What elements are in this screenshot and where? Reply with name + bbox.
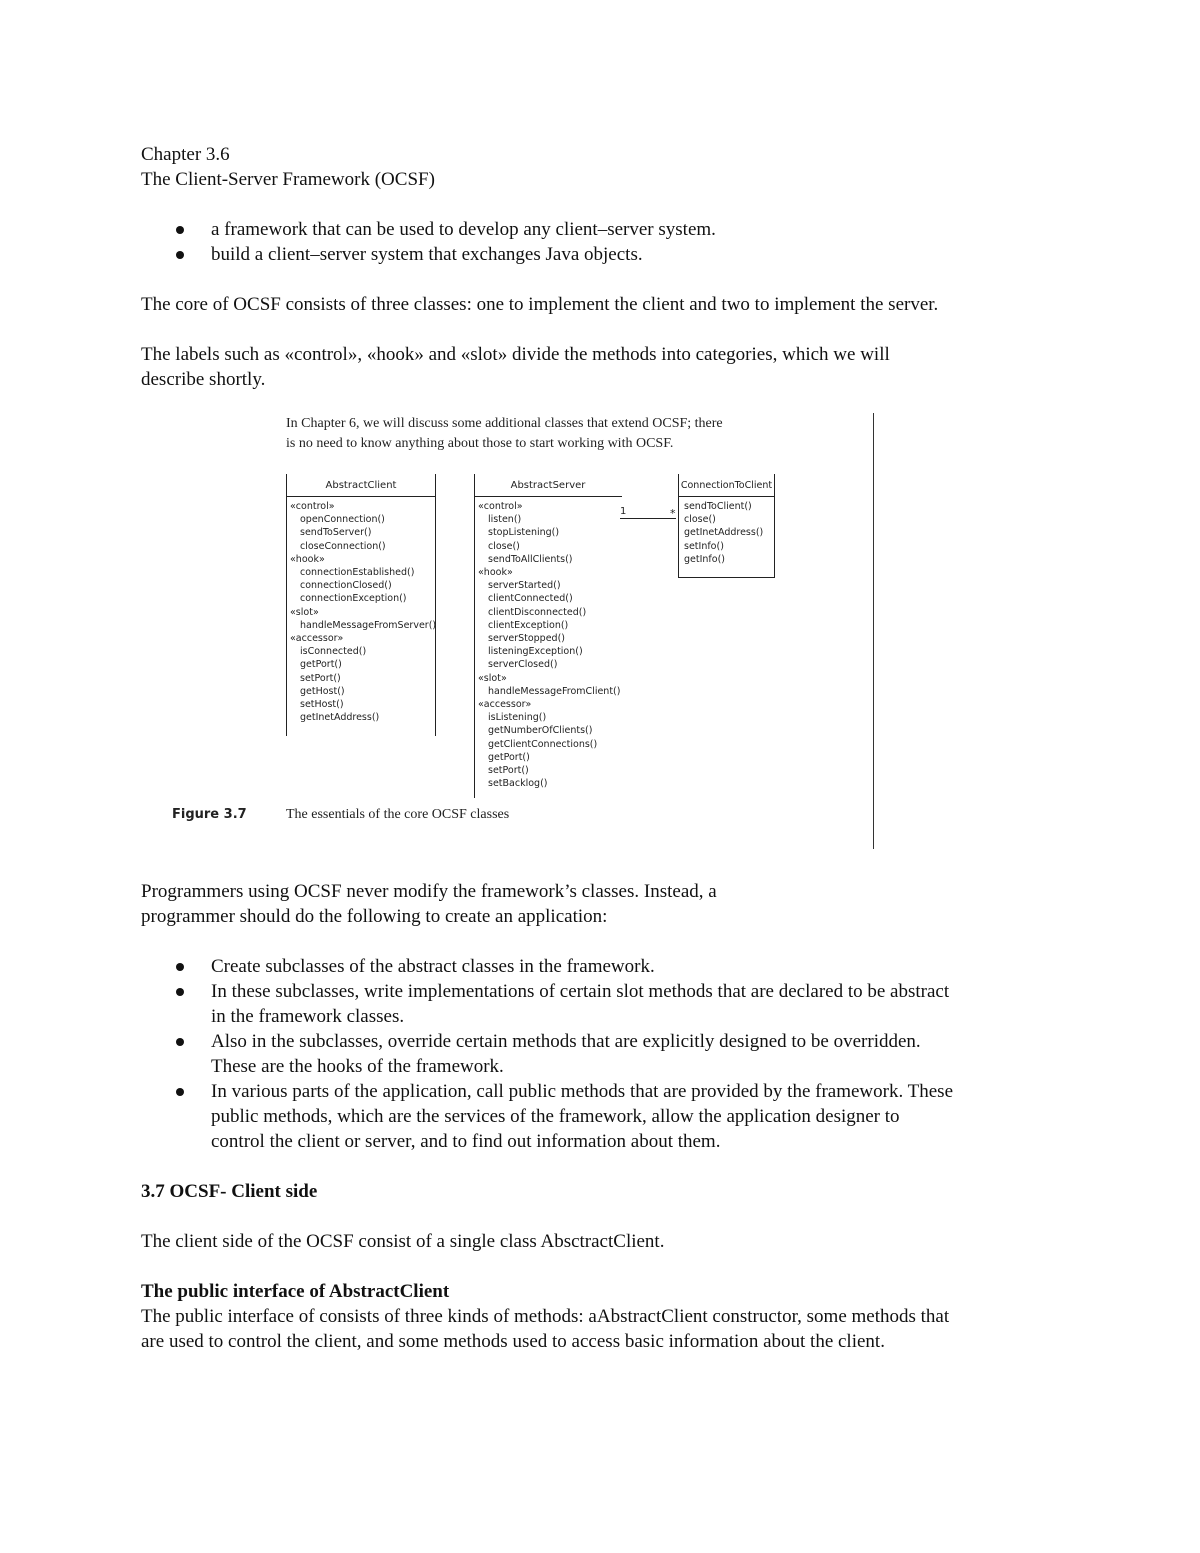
intro-bullet-list — [141, 217, 1071, 267]
method-name: sendToServer() — [300, 527, 372, 539]
connection-to-client-class — [678, 474, 776, 578]
class-left-border — [286, 474, 287, 736]
method-name: setBacklog() — [488, 778, 548, 790]
method-name: getPort() — [300, 659, 342, 671]
figure-caption — [172, 807, 510, 822]
method-name: clientException() — [488, 619, 569, 631]
method-name: clientDisconnected() — [488, 606, 587, 618]
method-name: handleMessageFromServer() — [300, 619, 437, 631]
programmers-paragraph-line-2: programmer should do the following to create an application: — [141, 906, 608, 927]
list-item: build a client–server system that exchanges Java objects. — [141, 242, 1071, 267]
method-name: getPort() — [488, 751, 530, 763]
stereotype-label: «control» — [290, 501, 335, 512]
method-name: isConnected() — [300, 646, 367, 658]
method-name: getNumberOfClients() — [488, 725, 593, 737]
method-name: connectionEstablished() — [300, 567, 415, 579]
method-name: close() — [488, 540, 520, 552]
public-interface-line-1: The public interface of consists of three kinds of methods: aAbstractClient constructor, some methods that — [141, 1306, 950, 1327]
labels-paragraph-line-1: The labels such as «control», «hook» and «slot» divide the methods into categories, which we will — [141, 344, 890, 365]
method-name: setHost() — [300, 699, 344, 711]
class-left-border — [474, 474, 475, 798]
method-name: isListening() — [488, 712, 547, 724]
client-side-paragraph: The client side of the OCSF consist of a single class AbsctractClient. — [141, 1231, 665, 1252]
stereotype-label: «accessor» — [478, 699, 532, 711]
abstract-client-class — [286, 474, 438, 736]
method-name: openConnection() — [300, 514, 385, 526]
programmers-paragraph-line-1: Programmers using OCSF never modify the framework’s classes. Instead, a — [141, 881, 717, 902]
method-name: connectionClosed() — [300, 580, 392, 592]
method-name: sendToClient() — [684, 501, 752, 512]
method-name: setPort() — [488, 765, 529, 777]
labels-paragraph-line-2: describe shortly. — [141, 369, 266, 390]
class-methods — [478, 500, 620, 790]
method-name: serverClosed() — [488, 659, 558, 671]
class-name: AbstractClient — [325, 480, 397, 491]
class-bottom-border — [678, 577, 775, 578]
method-name: serverStopped() — [488, 633, 565, 645]
figure-caption-label: Figure 3.7 — [172, 807, 247, 822]
method-name: stopListening() — [488, 527, 560, 539]
method-name: handleMessageFromClient() — [488, 685, 621, 697]
bullet-icon — [176, 226, 184, 234]
multiplicity-one: 1 — [620, 506, 627, 517]
public-interface-heading: The public interface of AbstractClient — [141, 1281, 450, 1302]
method-name: getInfo() — [684, 553, 725, 565]
method-name: serverStarted() — [488, 580, 561, 592]
stereotype-label: «slot» — [290, 606, 319, 618]
chapter-title: The Client-Server Framework (OCSF) — [141, 169, 435, 190]
list-item: In these subclasses, write implementations of certain slot methods that are declared to be abstract in the framework classes. — [141, 979, 1071, 1029]
core-paragraph: The core of OCSF consists of three classes: one to implement the client and two to implement the server. — [141, 294, 939, 315]
bullet-icon — [176, 988, 184, 996]
class-methods — [290, 500, 436, 724]
bullet-icon — [176, 251, 184, 259]
method-name: setInfo() — [684, 540, 724, 552]
method-name: getHost() — [300, 685, 345, 697]
stereotype-label: «control» — [478, 501, 523, 512]
stereotype-label: «slot» — [478, 672, 507, 684]
figure-caption-text: The essentials of the core OCSF classes — [286, 807, 510, 822]
figure-ocsf-classes — [168, 410, 874, 850]
method-name: listen() — [488, 514, 522, 526]
method-name: getInetAddress() — [300, 712, 380, 724]
stereotype-label: «accessor» — [290, 633, 344, 645]
list-item: Create subclasses of the abstract classes in the framework. — [141, 954, 1071, 979]
method-name: close() — [684, 514, 716, 526]
multiplicity-many: * — [670, 507, 676, 520]
list-item: Also in the subclasses, override certain methods that are explicitly designed to be overridden. These are the hooks of the framework. — [141, 1029, 1071, 1079]
class-methods — [684, 500, 763, 566]
method-name: listeningException() — [488, 646, 583, 658]
bullet-icon — [176, 963, 184, 971]
method-name: closeConnection() — [300, 540, 386, 552]
steps-bullet-list — [141, 954, 1071, 1154]
class-name: AbstractServer — [510, 480, 586, 491]
class-name: ConnectionToClient — [680, 480, 773, 491]
figure-right-rule — [873, 413, 874, 849]
bullet-icon — [176, 1038, 184, 1046]
list-item: In various parts of the application, call public methods that are provided by the framework. These public methods, which are the services of the framework, allow the application designer to control the client or server, and to find out information about them. — [141, 1079, 1071, 1154]
method-name: sendToAllClients() — [488, 553, 573, 565]
chapter-label: Chapter 3.6 — [141, 144, 230, 165]
method-name: clientConnected() — [488, 593, 573, 605]
public-interface-line-2: are used to control the client, and some methods used to access basic information about the client. — [141, 1331, 885, 1352]
bullet-icon — [176, 1088, 184, 1096]
method-name: connectionException() — [300, 593, 407, 605]
class-divider — [474, 496, 622, 497]
stereotype-label: «hook» — [290, 553, 325, 565]
method-name: getClientConnections() — [488, 738, 598, 750]
figure-note: In Chapter 6, we will discuss some additional classes that extend OCSF; there is no need to know anything about those to start working with OCSF. — [286, 416, 723, 451]
association-line — [620, 506, 676, 526]
class-divider — [286, 496, 436, 497]
stereotype-label: «hook» — [478, 567, 513, 579]
list-item: a framework that can be used to develop any client–server system. — [141, 217, 1071, 242]
method-name: getInetAddress() — [684, 527, 764, 539]
class-divider — [678, 496, 775, 497]
section-heading: 3.7 OCSF- Client side — [141, 1181, 318, 1202]
method-name: setPort() — [300, 672, 341, 684]
